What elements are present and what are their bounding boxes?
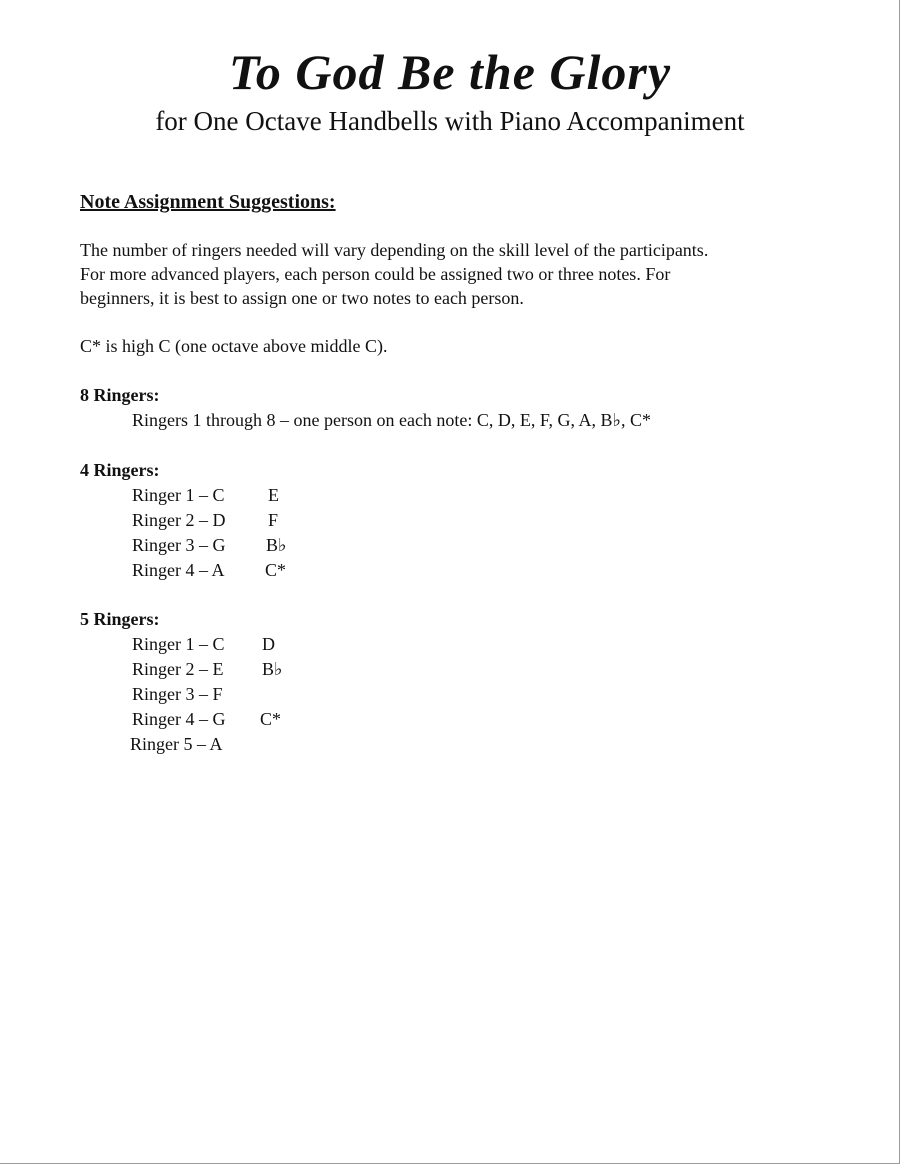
second-note: F [268, 510, 279, 530]
group-heading-4-ringers: 4 Ringers: [80, 460, 160, 480]
second-note: C* [260, 709, 282, 729]
page-title: To God Be the Glory [228, 44, 672, 100]
second-note: B♭ [262, 659, 283, 679]
assignment-row [132, 408, 651, 432]
assignment-text: Ringer 3 – F [132, 684, 223, 704]
assignment-row [132, 657, 283, 681]
assignment-row [132, 632, 275, 656]
assignment-row [132, 483, 279, 507]
assignment-row [132, 533, 287, 557]
high-c-note-text: C* is high C (one octave above middle C). [80, 336, 388, 356]
intro-line: The number of ringers needed will vary depending on the skill level of the participants. [80, 240, 709, 260]
assignment-text: Ringer 4 – G [132, 709, 226, 729]
second-note: B♭ [266, 535, 287, 555]
assignment-text: Ringers 1 through 8 – one person on each note: C, D, E, F, G, A, B♭, C* [132, 410, 652, 430]
page-subtitle: for One Octave Handbells with Piano Accompaniment [155, 106, 745, 136]
assignment-row [130, 732, 223, 756]
second-note: C* [265, 560, 287, 580]
intro-line: beginners, it is best to assign one or two notes to each person. [80, 288, 524, 308]
group-heading-5-ringers: 5 Ringers: [80, 609, 160, 629]
assignment-row [132, 558, 287, 582]
high-c-note [80, 334, 840, 358]
intro-line: For more advanced players, each person could be assigned two or three notes. For [80, 264, 671, 284]
assignment-row [132, 508, 279, 532]
second-note: D [262, 634, 275, 654]
assignment-text: Ringer 3 – G [132, 535, 226, 555]
assignment-text: Ringer 1 – C [132, 485, 225, 505]
assignment-text: Ringer 1 – C [132, 634, 225, 654]
assignment-text: Ringer 4 – A [132, 560, 225, 580]
assignment-text: Ringer 2 – E [132, 659, 224, 679]
assignment-text: Ringer 5 – A [130, 734, 223, 754]
intro-paragraph [80, 238, 840, 310]
assignment-text: Ringer 2 – D [132, 510, 226, 530]
section-heading: Note Assignment Suggestions: [80, 191, 336, 213]
assignment-row [132, 682, 223, 706]
second-note: E [268, 485, 279, 505]
assignment-row [132, 707, 282, 731]
group-heading-8-ringers: 8 Ringers: [80, 385, 160, 405]
